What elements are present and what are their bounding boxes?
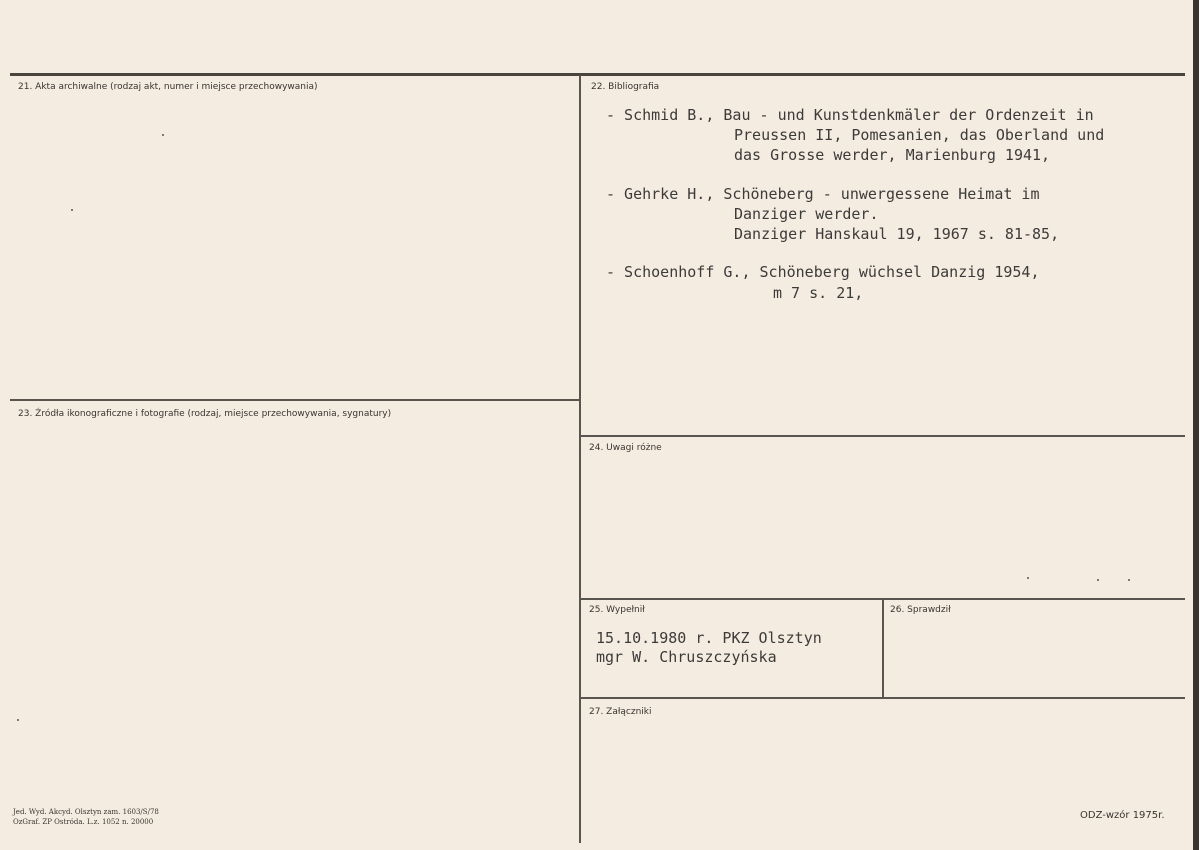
- field-24-label: 24. Uwagi różne: [589, 443, 662, 453]
- bibliography-entry-1-line-1: - Schmid B., Bau - und Kunstdenkmäler der Ordenzeit in: [606, 106, 1094, 124]
- bibliography-entry-2-line-2: Danziger werder.: [734, 205, 879, 223]
- field-27-label: 27. Załączniki: [589, 707, 652, 717]
- bibliography-entry-3-line-1: - Schoenhoff G., Schöneberg wüchsel Danzig 1954,: [606, 263, 1040, 281]
- paper-speck: [162, 134, 164, 136]
- divider-21-23: [10, 399, 579, 401]
- field-23-label: 23. Źródła ikonograficzne i fotografie (rodzaj, miejsce przechowywania, sygnatury): [18, 409, 392, 419]
- filled-by-line-1: 15.10.1980 r. PKZ Olsztyn: [596, 629, 822, 647]
- bibliography-entry-1-line-3: das Grosse werder, Marienburg 1941,: [734, 146, 1051, 164]
- bibliography-entry-2-line-1: - Gehrke H., Schöneberg - unwergessene Heimat im: [606, 185, 1040, 203]
- divider-22-24: [581, 435, 1185, 437]
- printer-imprint-line-2: OzGraf. ZP Ostróda. L.z. 1052 n. 20000: [13, 818, 154, 826]
- printer-imprint-line-1: Jed. Wyd. Akcyd. Olsztyn zam. 1603/S/78: [13, 808, 159, 816]
- paper-speck: [1027, 577, 1029, 579]
- filled-by-line-2: mgr W. Chruszczyńska: [596, 648, 777, 666]
- form-template-id: ODZ-wzór 1975r.: [1080, 810, 1165, 821]
- divider-25-26: [882, 600, 884, 698]
- card-edge: [1193, 0, 1199, 850]
- paper-speck: [17, 719, 19, 721]
- bibliography-entry-3-line-2: m 7 s. 21,: [773, 284, 864, 302]
- field-26-label: 26. Sprawdził: [890, 605, 951, 615]
- divider-25-27: [581, 697, 1185, 699]
- field-21-label: 21. Akta archiwalne (rodzaj akt, numer i miejsce przechowywania): [18, 82, 318, 92]
- bibliography-entry-2-line-3: Danziger Hanskaul 19, 1967 s. 81-85,: [734, 225, 1060, 243]
- paper-speck: [1128, 579, 1130, 581]
- bibliography-entry-1-line-2: Preussen II, Pomesanien, das Oberland und: [734, 126, 1105, 144]
- top-rule: [10, 73, 1185, 76]
- paper-speck: [71, 209, 73, 211]
- paper-speck: [1097, 579, 1099, 581]
- field-22-label: 22. Bibliografia: [591, 82, 660, 92]
- field-25-label: 25. Wypełnił: [589, 605, 645, 615]
- center-divider: [579, 75, 581, 843]
